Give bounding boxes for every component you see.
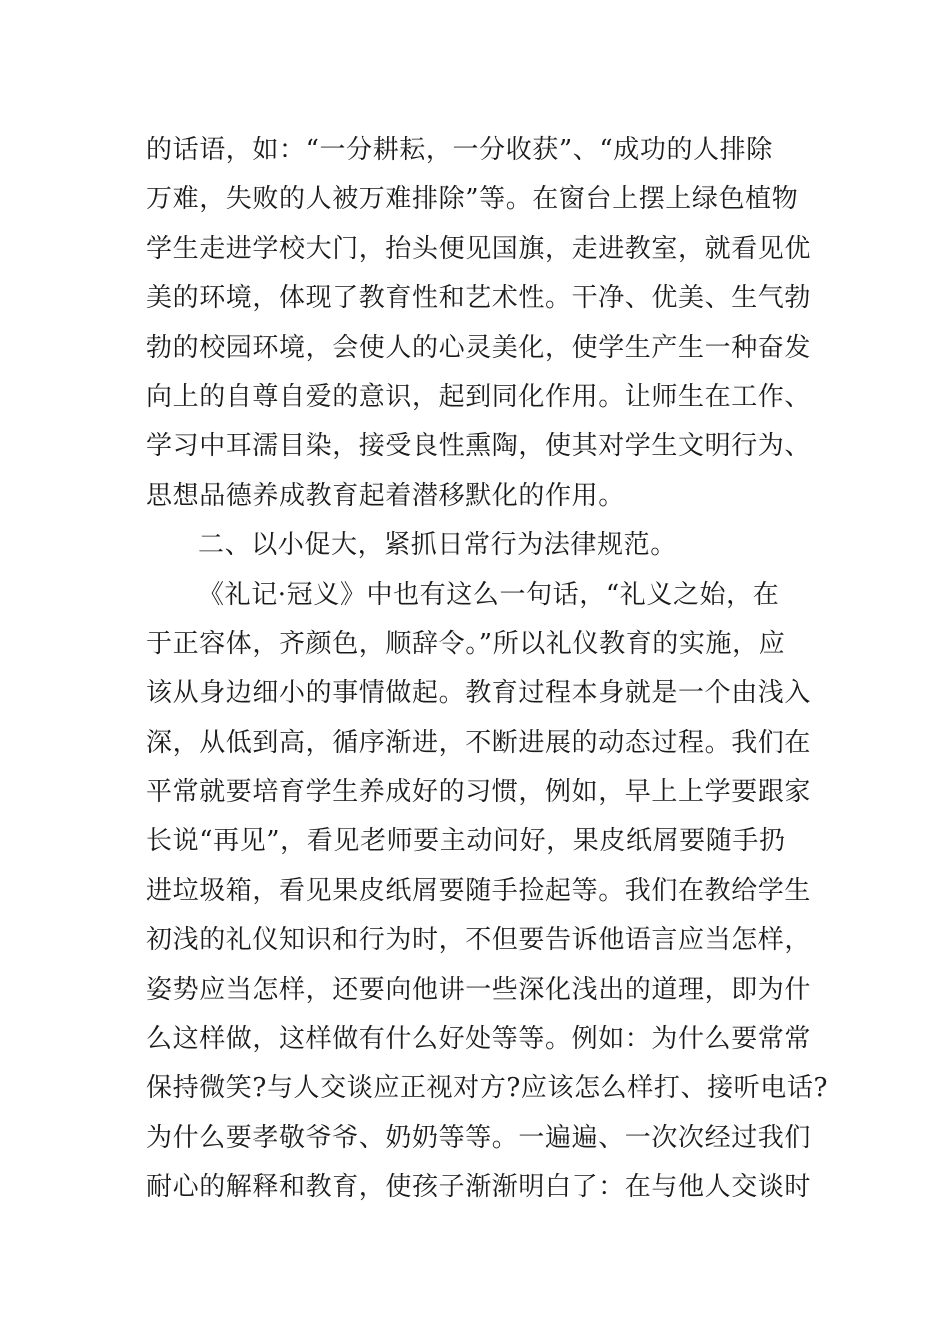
text-line: 学习中耳濡目染，接受良性熏陶，使其对学生文明行为、 [146, 431, 812, 462]
text-line: 向上的自尊自爱的意识，起到同化作用。让师生在工作、 [146, 381, 812, 412]
text-line: 平常就要培育学生养成好的习惯，例如，早上上学要跟家 [146, 777, 812, 808]
text-line: 进垃圾箱，看见果皮纸屑要随手捡起等。我们在教给学生 [146, 875, 812, 906]
text-line: 初浅的礼仪知识和行为时，不但要告诉他语言应当怎样， [146, 925, 812, 956]
text-line: 深，从低到高，循序渐进，不断进展的动态过程。我们在 [146, 727, 812, 758]
text-line: 该从身边细小的事情做起。教育过程本身就是一个由浅入 [146, 678, 812, 709]
text-line: 保持微笑?与人交谈应正视对方?应该怎么样打、接听电话? [146, 1073, 829, 1104]
text-line: 勃的校园环境，会使人的心灵美化，使学生产生一种奋发 [146, 332, 812, 363]
text-line: 为什么要孝敬爷爷、奶奶等等。一遍遍、一次次经过我们 [146, 1122, 812, 1153]
text-line: 么这样做，这样做有什么好处等等。例如：为什么要常常 [146, 1024, 812, 1055]
text-line: 思想品德养成教育起着潜移默化的作用。 [146, 480, 625, 511]
text-line: 的话语，如：“一分耕耘，一分收获”、“成功的人排除 [146, 135, 773, 165]
text-line: 姿势应当怎样，还要向他讲一些深化浅出的道理，即为什 [146, 974, 812, 1005]
text-line: 美的环境，体现了教育性和艺术性。干净、优美、生气勃 [146, 283, 812, 314]
text-line: 于正容体，齐颜色，顺辞令。”所以礼仪教育的实施，应 [146, 628, 786, 659]
text-line: 长说“再见”，看见老师要主动问好，果皮纸屑要随手扔 [146, 826, 786, 857]
text-line: 《礼记·冠义》中也有这么一句话，“礼义之始，在 [198, 579, 780, 610]
text-line: 二、以小促大，紧抓日常行为法律规范。 [198, 530, 677, 561]
text-line: 学生走进学校大门，抬头便见国旗，走进教室，就看见优 [146, 233, 812, 264]
body-text [146, 126, 829, 1213]
text-line: 耐心的解释和教育，使孩子渐渐明白了：在与他人交谈时 [146, 1172, 812, 1203]
text-line: 万难，失败的人被万难排除”等。在窗台上摆上绿色植物 [146, 184, 799, 215]
